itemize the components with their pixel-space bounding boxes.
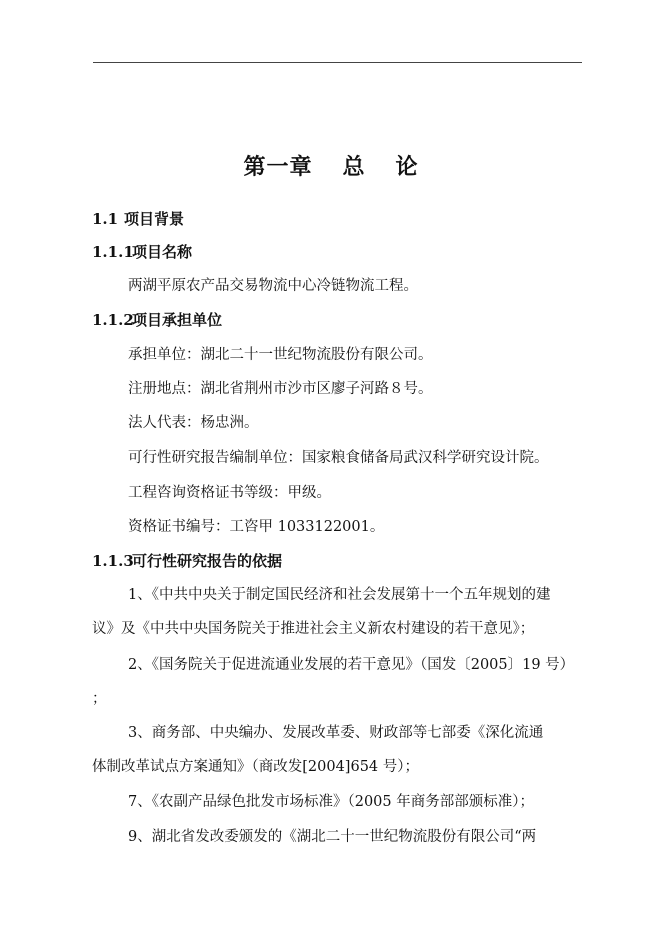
paragraph: 体制改革试点方案通知》（商改发[2004]654 号）； [92,759,419,775]
paragraph: 可行性研究报告编制单位：国家粮食储备局武汉科学研究设计院。 [128,450,549,466]
section-heading-1-1-3 [92,550,282,571]
section-number: 1.1.1 [92,243,134,261]
paragraph: ； [92,691,107,707]
paragraph: 承担单位：湖北二十一世纪物流股份有限公司。 [128,347,433,363]
paragraph: 两湖平原农产品交易物流中心冷链物流工程。 [128,278,418,294]
paragraph: 1、《中共中央关于制定国民经济和社会发展第十一个五年规划的建 [128,587,551,603]
section-title: 项目承担单位 [132,311,223,329]
section-number: 1.1 [92,210,119,228]
section-title: 项目背景 [124,210,185,228]
chapter-title-part1: 第一章 [243,154,313,180]
paragraph: 法人代表：杨忠洲。 [128,415,259,431]
section-heading-1-1-1 [92,241,192,262]
section-title: 项目名称 [132,243,193,261]
section-number: 1.1.2 [92,311,134,329]
chapter-title-part2: 总 [342,154,366,180]
paragraph: 9、湖北省发改委颁发的《湖北二十一世纪物流股份有限公司“两 [128,829,537,845]
section-title: 可行性研究报告的依据 [132,552,283,570]
paragraph: 议》及《中共中央国务院关于推进社会主义新农村建设的若干意见》； [92,621,535,637]
paragraph: 3、商务部、中央编办、发展改革委、财政部等七部委《深化流通 [128,725,544,741]
section-heading-1-1 [92,208,184,229]
paragraph: 注册地点：湖北省荆州市沙市区廖子河路８号。 [128,381,433,397]
header-rule [93,62,582,63]
chapter-title [0,150,662,181]
paragraph: 资格证书编号：工咨甲 1033122001。 [128,519,385,535]
chapter-title-part3: 论 [395,154,419,180]
paragraph: 工程咨询资格证书等级：甲级。 [128,485,331,501]
section-number: 1.1.3 [92,552,134,570]
paragraph: 7、《农副产品绿色批发市场标准》（2005 年商务部部颁标准）； [128,794,534,810]
paragraph: 2、《国务院关于促进流通业发展的若干意见》（国发〔2005〕19 号） [128,657,575,673]
section-heading-1-1-2 [92,309,222,330]
